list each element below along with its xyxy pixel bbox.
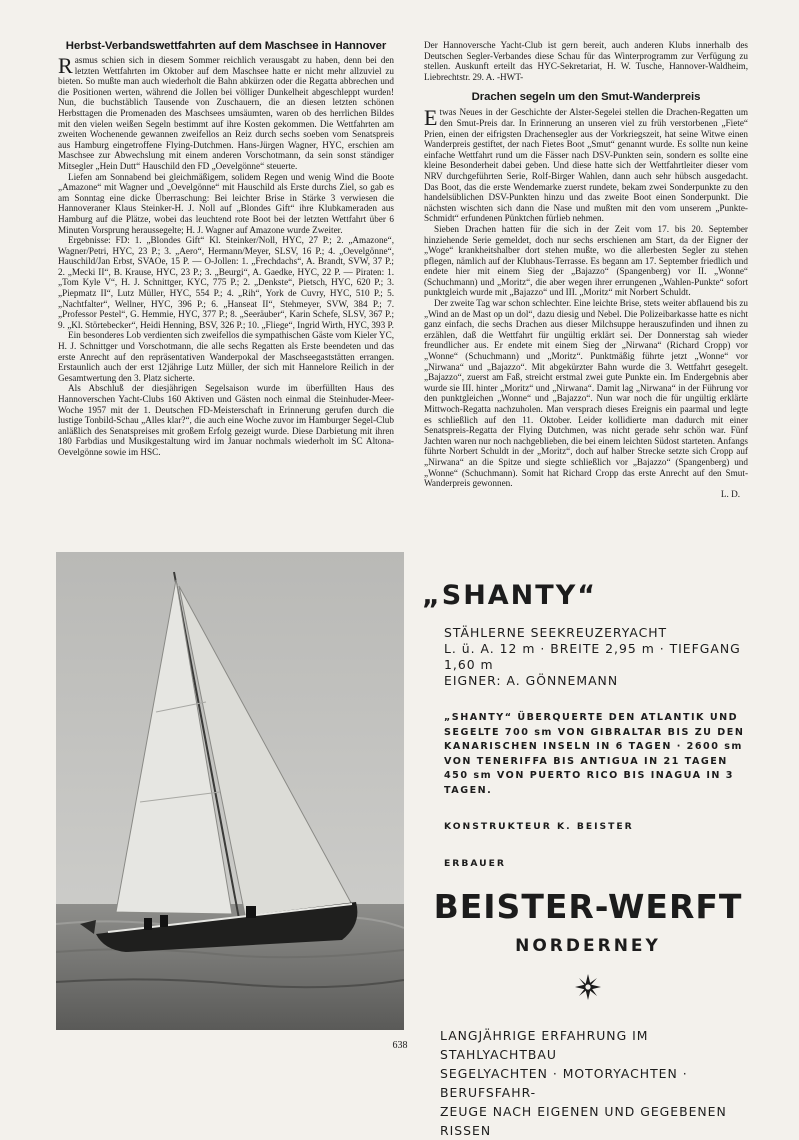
article-title: Drachen segeln um den Smut-Wanderpreis: [471, 91, 701, 104]
yacht-photo: [56, 552, 404, 1030]
article-paragraph: Rasmus schien sich in diesem Sommer reichlich verausgabt zu haben, denn bei den letzten Wettfahrten im Oktober auf dem Maschsee hatte er nicht mehr allzuviel zu bieten. So mußte man auch wiederholt die Bahn abkürzen oder die Regatta abbrechen und die Positionen werten, während die Jollen bei völliger Dunkelheit abgeschleppt wurden! Nun, die buchstäblich Tausende von Zuschauern, die an diesen letzten schönen Herbsttagen die Promenaden des Maschsees umsäumten, waren ob des herrlichen Bildes mit den vielen weißen Segeln bestimmt auf ihre Kosten gekommen. Die Wettfahrten am zweiten Wochenende gewannen zweifellos an Reiz durch sechs soeben vom Senatspreis aus Hamburg eingetroffene Flying-Dutchmen. Hans-Jürgen Wagner, HYC, erschien am Maschsee zur Abwechslung mit einem anderen Vorschotmann, da sein sonst ständiger Mitsegler „Hein Dutt“ Hauschild den FD „Oevelgönne“ steuerte.: [58, 53, 394, 171]
yacht-name: „SHANTY“: [422, 580, 597, 611]
yacht-specs: [420, 625, 756, 689]
voyage-line: KANARISCHEN INSELN IN 6 TAGEN · 2600 sm: [444, 741, 743, 753]
article-paragraph: Liefen am Sonnabend bei gleichmäßigem, solidem Regen und wenig Wind die Boote „Amazone“ mit Wagner und „Oevelgönne“ mit Hauschild als Erste durchs Ziel, so gab es am Sonntag eine dicke Überraschung: Bei leichter Brise in Stärke 3 verwiesen die Hannoveraner Klaus Steinker-H. J. Noll auf „Blondes Gift“ ihre Klubkameraden aus Hamburg auf die Plätze, wobei das leuchtend rote Boot bei der letzten Wettfahrt über 6 Minuten Vorsprung heraussegelte; H. J. Wagner auf Amazone wurde Zweiter.: [58, 171, 394, 235]
page-number: 638: [392, 1040, 408, 1051]
spec-line: L. ü. A. 12 m · BREITE 2,95 m · TIEFGANG 1,60 m: [444, 641, 741, 672]
article-paragraph: Ergebnisse: FD: 1. „Blondes Gift“ Kl. Steinker/Noll, HYC, 27 P.; 2. „Amazone“, Wagner/Petri, HYC, 23 P.; 3. „Aero“, Hermann/Meyer, SLSV, 16 P.; 4. „Oevelgönne“, Hauschild/Jan Erbst, SVAOe, 15 P. — O-Jollen: 1. „Frechdachs“, A. Brandt, SVW, 37 P.; 2. „Mecki II“, B. Krause, HYC, 23 P.; 3. „Beurgi“, A. Gaedke, HYC, 22 P. — Piraten: 1. „Tom Kyle V“, H. J. Schnittger, KYC, 775 P.; 2. „Denkste“, Pietsch, HYC, 620 P.; 3. „Piepmatz II“, Lutz Müller, HYC, 554 P.; 4. „Rih“, York de Cuvry, HYC, 510 P.; 5. „Nachtfalter“, Wellner, HYC, 396 P.; 6. „Hanseat II“, Stehmeyer, SVW, 384 P.; 7. „Professor Pestel“, G. Hemmie, HYC, 377 P.; 8. „Seeräuber“, Karin Schefe, SLSV, 367 P.; 9. „Kl. Störtebecker“, Heidi Henning, BSV, 326 P.; 10. „Fliege“, Ingrid Wirth, HYC, 393 P.: [58, 235, 394, 330]
article-signature: L. D.: [720, 488, 740, 499]
article-paragraph: Sieben Drachen hatten für die sich in der Zeit vom 17. bis 20. September hinziehende Serie gemeldet, doch nur sechs erschienen am Start, da der Eigner der „Woge“ krankheitshalber dort stehen mußte, wo die allerbesten Segler zu stehen pflegen, nämlich auf der Klubhaus-Terrasse. Es begann am 17. September friedlich und endete hier mit einem Sieg der „Bajazzo“ (Spangenberg) vor II. „Wonne“ (Schuchmann) und „Moritz“, die aber wegen ihrer errungenen „Wahlen-Punkte“ sofort punktgleich wurde mit „Bajazzo“ und III. „Moritz“ mit Norbert Schuldt.: [424, 223, 748, 298]
builder-town: NORDERNEY: [515, 935, 661, 956]
designer-credit: KONSTRUKTEUR K. BEISTER: [444, 820, 634, 832]
right-column: [424, 40, 748, 499]
tagline-line: ZEUGE NACH EIGENEN UND GEGEBENEN RISSEN: [440, 1103, 727, 1138]
voyage-line: VON TENERIFFA BIS ANTIGUA IN 21 TAGEN: [444, 755, 728, 767]
tagline-line: LANGJÄHRIGE ERFAHRUNG IM STAHLYACHTBAU: [440, 1027, 649, 1062]
voyage-line: „SHANTY“ ÜBERQUERTE DEN ATLANTIK UND: [444, 712, 739, 723]
spec-line: STÄHLERNE SEEKREUZERYACHT: [444, 625, 668, 640]
article-title: Herbst-Verbandswettfahrten auf dem Maschsee in Hannover: [65, 40, 387, 52]
compass-star-icon: [420, 974, 756, 1004]
advertisement: [420, 560, 756, 1140]
spec-line: EIGNER: A. GÖNNEMANN: [444, 673, 619, 688]
article-hannover: [58, 40, 394, 458]
builder-label: ERBAUER: [444, 857, 506, 869]
builder-name: BEISTER-WERFT: [433, 886, 743, 926]
article-paragraph: Als Abschluß der diesjährigen Segelsaison wurde im überfüllten Haus des Hannoverschen Yacht-Clubs 160 Aktiven und Gästen noch einmal die Steinhuder-Meer-Woche 1957 mit der 1. Deutschen FD-Meisterschaft in Erinnerung gerufen durch die lustige Tonbild-Schau „Alles klar?“, die auch eine Woche zuvor im Hamburger Segel-Club anläßlich des Senatspreises mit großem Erfolg gezeigt wurde. Diese Darbietung mit ihren 180 Farbdias und Musikgestaltung wird im Januar nochmals wiederholt im SC Altona-Oevelgönne sowie im HSC.: [58, 383, 394, 457]
voyage-line: 450 sm VON PUERTO RICO BIS INAGUA IN 3 TAGEN.: [444, 770, 734, 796]
article-paragraph: Der zweite Tag war schon schlechter. Eine leichte Brise, stets weiter abflauend bis zu „Wind an de Mast op un dol“, dazu diesig und Nebel. Die Polizeibarkasse hatte es nicht ganz einfach, die sechs Drachen aus dieser Milchsuppe herauszufinden und ihnen zu erzählen, daß die Wettfahrt für ungültig erklärt sei. Der Donnerstag sah wieder freundlicher aus. Er endete mit einem Sieg der „Nirwana“ (Richard Cropp) vor „Wonne“ (Schuchmann) und „Moritz“. Punktmäßig führte jetzt „Wonne“ vor „Nirwana“ und „Bajazzo“. Mit abgekürzter Bahn wurde die 3. Wettfahrt gesegelt. „Bajazzo“, zuerst am Faß, streicht erstmal zwei gute Punkte ein. Im Endergebnis aber wurde sie III. hinter „Moritz“ und „Nirwana“. Damit lag „Nirwana“ in der Führung vor den punktgleichen „Wonne“ und „Bajazzo“. Nun war noch die für ungültig erklärte Mittwoch-Regatta nachzuholen. Man versprach dieses Ereignis ein paarmal und legte es schließlich auf den 11. Oktober. Leider kollidierte man dadurch mit einer Senatspreis-Regatta der Flying Dutchmen, was nicht gerade sehr schön war. Fünf Jachten waren nur noch nachgeblieben, die bei einem leichten Südost starteten. Anfangs führte Norbert Schuldt in der „Moritz“, doch auf halber Strecke setzte sich Cropp auf „Nirwana“ an die Spitze und siegte schließlich vor „Bajazzo“ (Spangenberg) und „Wonne“ (Schuchmann). Somit hat Richard Cropp das erste Anrecht auf den Smut-Wanderpreis gewonnen.: [424, 298, 748, 489]
article-paragraph: Etwas Neues in der Geschichte der Alster-Segelei stellen die Drachen-Regatten um den Smut-Preis dar. In Erinnerung an unseren viel zu früh verstorbenen „Fiete“ Prien, einen der eifrigsten Drachensegler aus der Vorkriegszeit, hat seine Witwe einen Wanderpreis gestiftet, der nach Fietes Boot „Smut“ genannt wurde. Es sollte nun keine einfache Wettfahrt rund um die Fässer nach DSV-Punkten sein, sondern es sollte eine kleine Besonderheit dabei geben. Und diese hatte sich der Wettfahrtleiter dieser vom NRV durchgeführten Serie, Rolf-Birger Wahlen, dann auch sehr hübsch ausgedacht. Das Boot, das die erste Wendemarke zuerst rundete, bekam zwei Sonderpunkte zu den handelsüblichen DSV-Punkten hinzu und das zweite Boot einen Sonderpunkt. Die nächsten wischten sich dann die Nase und mußten mit den vom unserem „Punkte-Schmidt“ erfundenen Pünktchen fürlieb nehmen.: [424, 105, 748, 224]
company-tagline: [420, 1026, 756, 1140]
voyage-line: SEGELTE 700 sm VON GIBRALTAR BIS ZU DEN: [444, 726, 745, 738]
article-continuation: Der Hannoversche Yacht-Club ist gern bereit, auch anderen Klubs innerhalb des Deutschen Segler-Verbandes diese Schau für das Winterprogramm zur Verfügung zu stellen. Auskunft erteilt das HYC-Sekretariat, H. W. Tusche, Hannover-Waldheim, Liebrechtstr. 29. A. -HWT-: [424, 40, 748, 82]
tagline-line: SEGELYACHTEN · MOTORYACHTEN · BERUFSFAHR-: [440, 1065, 688, 1100]
voyage-description: [420, 711, 756, 799]
article-paragraph: Ein besonderes Lob verdienten sich zweifellos die sympathischen Gäste vom Kieler YC, H. J. Schnittger und Vorschotmann, die alle sechs Regatten als Erste beendeten und das erste Anrecht auf den repräsentativen Wanderpokal der Maschseegaststätten errangen. Erstaunlich auch der erst 12jährige Lutz Müller, der sich mit Hannelore Reilich in der Gesamtwertung den 3. Platz sicherte.: [58, 330, 394, 383]
